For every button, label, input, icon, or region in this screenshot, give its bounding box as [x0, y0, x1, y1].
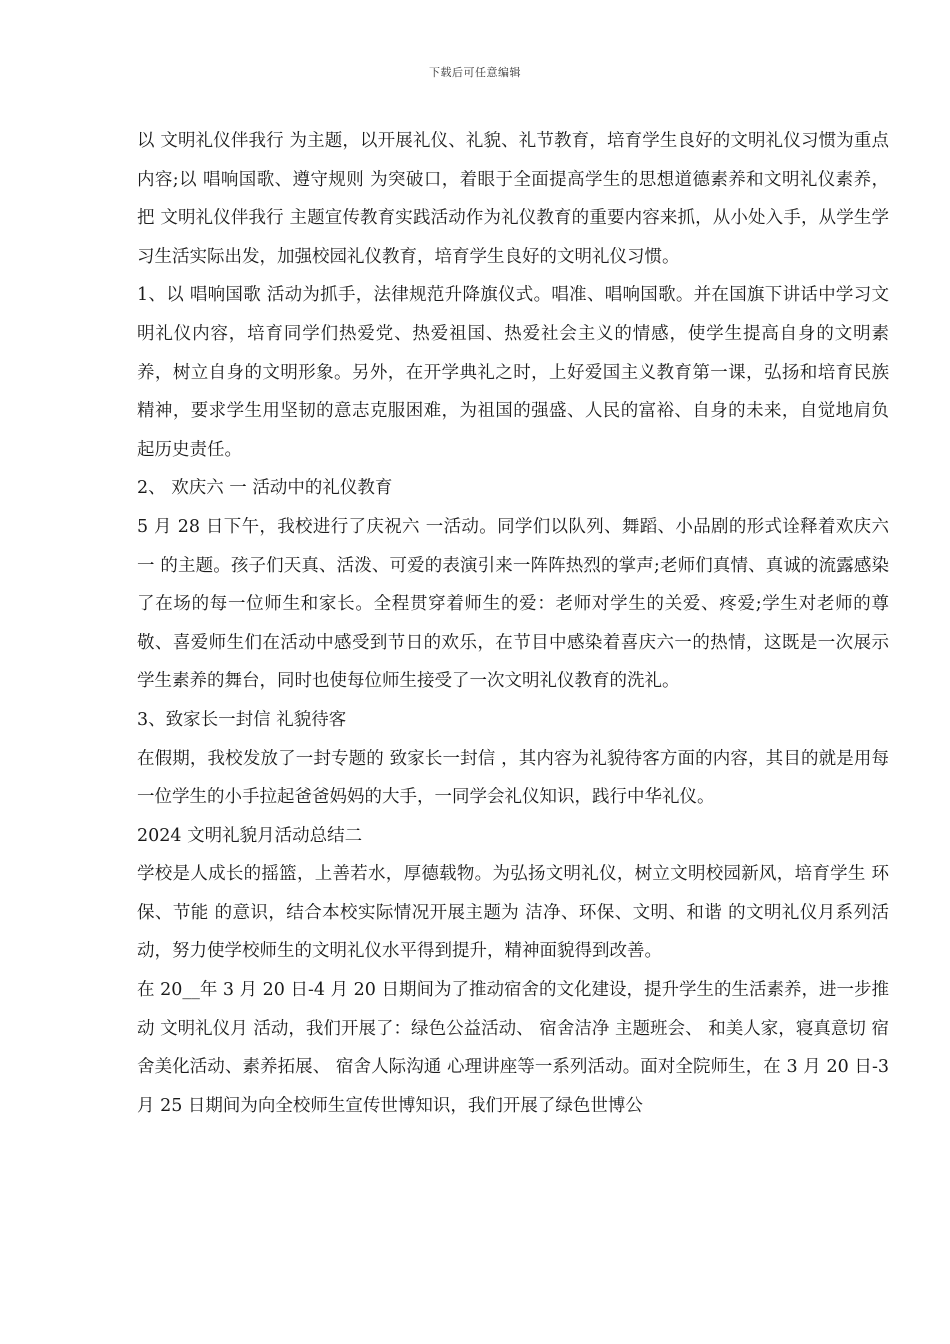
- paragraph-item-2-body: 5 月 28 日下午，我校进行了庆祝六 一活动。同学们以队列、舞蹈、小品剧的形式诠释着欢庆六 一 的主题。孩子们天真、活泼、可爱的表演引来一阵阵热烈的掌声;老师们真情、真诚的流露感染了在场的每一位师生和家长。全程贯穿着师生的爱：老师对学生的关爱、疼爱;学生对老师的尊敬、喜爱师生们在活动中感受到节日的欢乐，在节目中感染着喜庆六一的热情，这既是一次展示学生素养的舞台，同时也使每位师生接受了一次文明礼仪教育的洗礼。: [137, 516, 889, 692]
- document-body: [137, 122, 889, 1125]
- paragraph-intro: 以 文明礼仪伴我行 为主题，以开展礼仪、礼貌、礼节教育，培育学生良好的文明礼仪习惯为重点内容;以 唱响国歌、遵守规则 为突破口，着眼于全面提高学生的思想道德素养和文明礼仪素养，把 文明礼仪伴我行 主题宣传教育实践活动作为礼仪教育的重要内容来抓，从小处入手，从学生学习生活实际出发，加强校园礼仪教育，培育学生良好的文明礼仪习惯。: [137, 131, 889, 267]
- paragraph-heading-3: 3、致家长一封信 礼貌待客: [137, 709, 347, 730]
- paragraph-section-body: 在 20__年 3 月 20 日-4 月 20 日期间为了推动宿舍的文化建设，提升学生的生活素养，进一步推动 文明礼仪月 活动，我们开展了：绿色公益活动、 宿舍洁净 主题班会、 和美人家，寝真意切 宿舍美化活动、素养拓展、 宿舍人际沟通 心理讲座等一系列活动。面对全院师生，在 3 月 20 日-3 月 25 日期间为向全校师生宣传世博知识，我们开展了绿色世博公: [137, 980, 889, 1116]
- paragraph-item-1: 1、以 唱响国歌 活动为抓手，法律规范升降旗仪式。唱准、唱响国歌。并在国旗下讲话中学习文明礼仪内容，培育同学们热爱党、热爱祖国、热爱社会主义的情感，使学生提高自身的文明素养，树立自身的文明形象。另外，在开学典礼之时，上好爱国主义教育第一课，弘扬和培育民族精神，要求学生用坚韧的意志克服困难，为祖国的强盛、人民的富裕、自身的未来，自觉地肩负起历史责任。: [137, 285, 889, 460]
- paragraph-heading-2: 2、 欢庆六 一 活动中的礼仪教育: [137, 478, 393, 499]
- paragraph-item-3-body: 在假期，我校发放了一封专题的 致家长一封信 ，其内容为礼貌待客方面的内容，其目的就是用每一位学生的小手拉起爸爸妈妈的大手，一同学会礼仪知识，践行中华礼仪。: [137, 748, 889, 808]
- paragraph-section-title: 2024 文明礼貌月活动总结二: [137, 825, 363, 846]
- header-note: 下载后可任意编辑: [429, 66, 521, 79]
- paragraph-section-intro: 学校是人成长的摇篮，上善若水，厚德载物。为弘扬文明礼仪，树立文明校园新风，培育学生 环保、节能 的意识，结合本校实际情况开展主题为 洁净、环保、文明、和谐 的文明礼仪月系列活动，努力使学校师生的文明礼仪水平得到提升，精神面貌得到改善。: [137, 864, 889, 962]
